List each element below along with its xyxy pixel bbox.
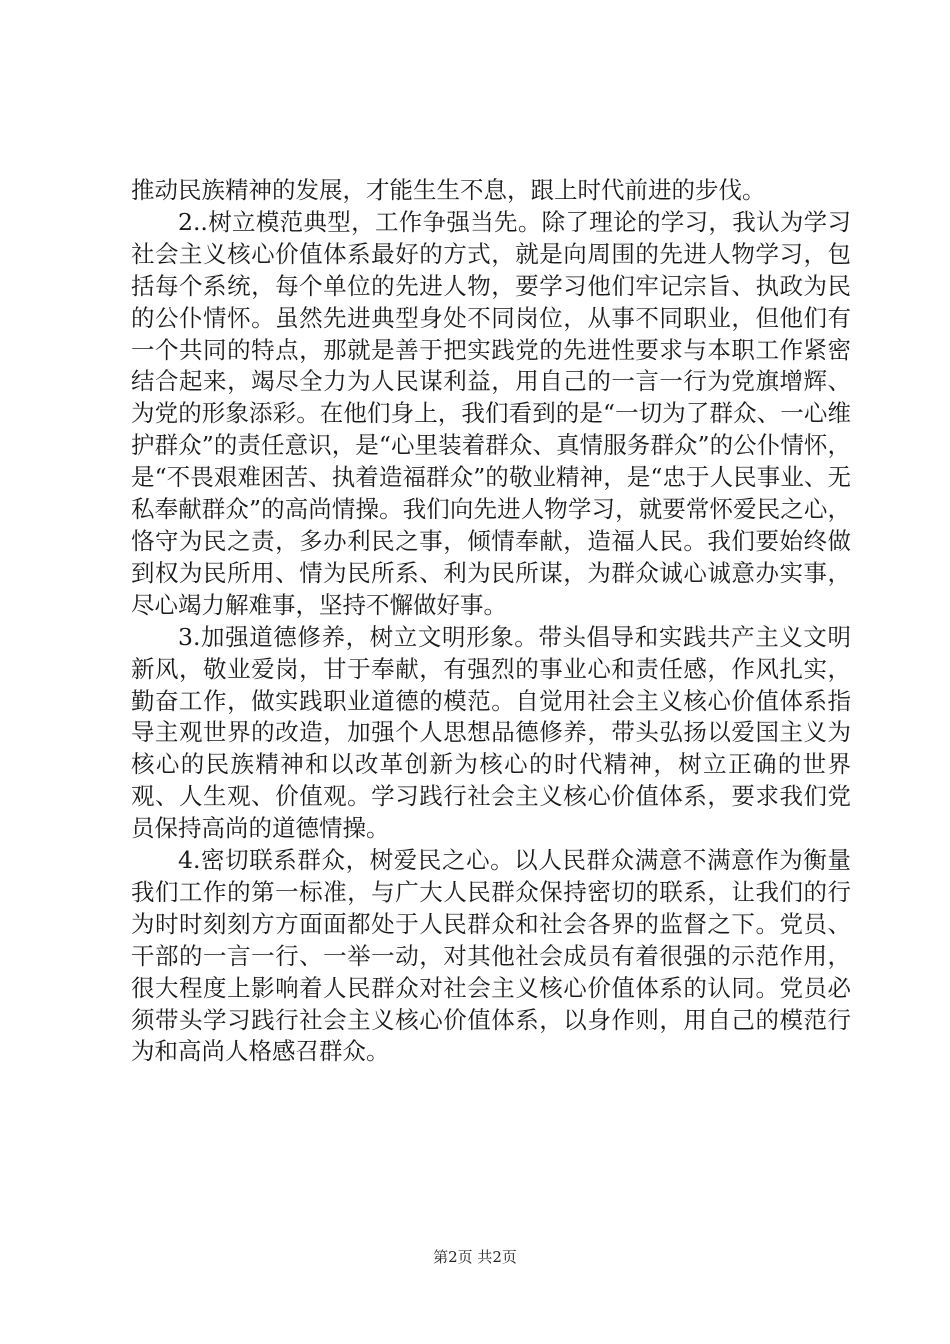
- paragraph-2: 2..树立模范典型，工作争强当先。除了理论的学习，我认为学习社会主义核心价值体系最好的方式，就是向周围的先进人物学习，包括每个系统，每个单位的先进人物，要学习他们牢记宗旨、执政为民的公仆情怀。虽然先进典型身处不同岗位，从事不同职业，但他们有一个共同的特点，那就是善于把实践党的先进性要求与本职工作紧密结合起来，竭尽全力为人民谋利益，用自己的一言一行为党旗增辉、为党的形象添彩。在他们身上，我们看到的是“一切为了群众、一心维护群众”的责任意识，是“心里装着群众、真情服务群众”的公仆情怀，是“不畏艰难困苦、执着造福群众”的敬业精神，是“忠于人民事业、无私奉献群众”的高尚情操。我们向先进人物学习，就要常怀爱民之心，恪守为民之责，多办利民之事，倾情奉献，造福人民。我们要始终做到权为民所用、情为民所系、利为民所谋，为群众诚心诚意办实事，尽心竭力解难事，坚持不懈做好事。: [131, 207, 851, 619]
- paragraph-3: 3.加强道德修养，树立文明形象。带头倡导和实践共产主义文明新风，敬业爱岗，甘于奉献，有强烈的事业心和责任感，作风扎实，勤奋工作，做实践职业道德的模范。自觉用社会主义核心价值体系指导主观世界的改造，加强个人思想品德修养，带头弘扬以爱国主义为核心的民族精神和以改革创新为核心的时代精神，树立正确的世界观、人生观、价值观。学习践行社会主义核心价值体系，要求我们党员保持高尚的道德情操。: [131, 622, 851, 843]
- body-text: [131, 175, 851, 1068]
- paragraph-continuation: 推动民族精神的发展，才能生生不息，跟上时代前进的步伐。: [131, 176, 766, 204]
- page-footer: 第2页 共2页: [433, 1248, 517, 1266]
- paragraph-4: 4.密切联系群众，树爱民之心。以人民群众满意不满意作为衡量我们工作的第一标准，与广大人民群众保持密切的联系，让我们的行为时时刻刻方方面面都处于人民群众和社会各界的监督之下。党员、干部的一言一行、一举一动，对其他社会成员有着很强的示范作用，很大程度上影响着人民群众对社会主义核心价值体系的认同。党员必须带头学习践行社会主义核心价值体系，以身作则，用自己的模范行为和高尚人格感召群众。: [131, 846, 851, 1066]
